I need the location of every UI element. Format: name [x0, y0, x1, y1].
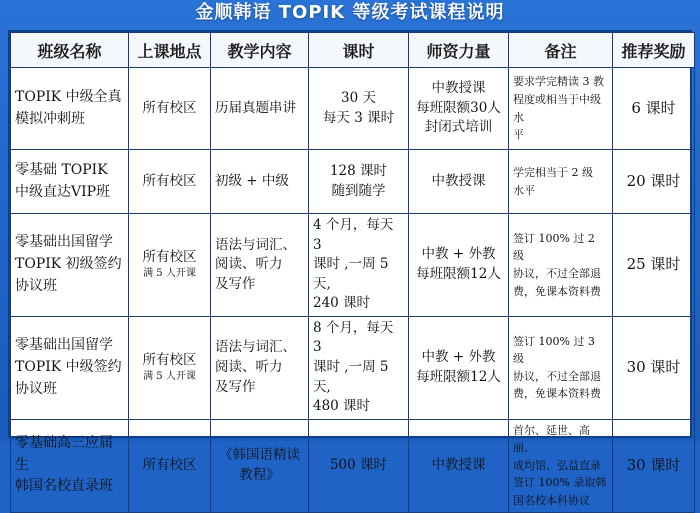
class-name-cell — [11, 316, 129, 419]
header-reward: 推荐奖励 — [613, 33, 695, 68]
hours-text: 课时 ,一周 5 天, — [313, 358, 389, 395]
class-name-line: TOPIK 中级签约 — [15, 358, 122, 375]
class-name-cell — [11, 419, 129, 512]
teachers-cell — [409, 68, 509, 150]
note-text: 首尔、延世、高丽、 — [513, 423, 590, 455]
hours-cell — [309, 419, 409, 512]
hours-cell — [309, 68, 409, 150]
class-name-line: TOPIK 中级全真 — [15, 88, 122, 105]
note-cell — [509, 419, 613, 512]
content-text: 《韩国语精读 — [219, 447, 300, 464]
teachers-text: 每班限额12人 — [416, 265, 501, 282]
teachers-text: 每班限额12人 — [416, 368, 501, 385]
location-cell — [129, 150, 211, 214]
hours-text: 30 天 — [341, 89, 376, 106]
teachers-text: 每班限额30人 — [416, 99, 501, 116]
teachers-text: 中教授课 — [431, 456, 486, 473]
note-text: 签订 100% 录取韩 — [513, 476, 607, 490]
note-cell — [509, 214, 613, 317]
hours-cell — [309, 150, 409, 214]
location-text: 所有校区 — [142, 172, 197, 189]
note-text: 要求学完精读 3 教 — [513, 75, 604, 89]
teachers-cell — [409, 150, 509, 214]
class-name-line: 模拟冲刺班 — [15, 110, 85, 127]
location-subtext: 满 5 人开课 — [143, 268, 196, 280]
hours-text: 4 个月，每天 3 — [313, 217, 394, 253]
table-row — [11, 150, 695, 214]
class-name-line: TOPIK 初级签约 — [15, 256, 122, 273]
hours-text: 128 课时 — [329, 162, 388, 179]
hours-text: 240 课时 — [313, 295, 371, 312]
class-name-line: 协议班 — [15, 277, 57, 294]
content-text: 及写作 — [215, 275, 256, 292]
teachers-text: 中教授课 — [431, 172, 486, 189]
class-name-cell — [11, 68, 129, 150]
page-title: 金顺韩语 TOPIK 等级考试课程说明 — [195, 2, 505, 23]
hours-cell — [309, 214, 409, 317]
table-row — [11, 214, 695, 317]
hours-text: 课时 ,一周 5 天, — [313, 256, 389, 292]
note-cell — [509, 150, 613, 214]
note-text: 协议，不过全部退 — [513, 369, 601, 383]
table-header-row — [11, 33, 695, 68]
header-notes: 备注 — [509, 33, 613, 68]
header-class-name: 班级名称 — [11, 33, 129, 68]
content-text: 语法与词汇、 — [215, 339, 296, 356]
note-text: 签订 100% 过 3 级 — [513, 334, 595, 366]
header-hours: 课时 — [309, 33, 409, 68]
hours-text: 8 个月，每天 3 — [313, 319, 394, 356]
content-cell — [211, 150, 309, 214]
content-text: 及写作 — [215, 378, 256, 395]
note-cell — [509, 316, 613, 419]
reward-cell: 6 课时 — [613, 68, 695, 150]
note-text: 程度或相当于中级水 — [513, 92, 601, 124]
hours-text: 每天 3 课时 — [322, 109, 395, 126]
location-subtext: 满 5 人开课 — [143, 371, 196, 383]
location-text: 所有校区 — [142, 456, 197, 473]
content-cell — [211, 316, 309, 419]
location-cell — [129, 316, 211, 419]
note-text: 签订 100% 过 2 级 — [513, 231, 595, 263]
class-name-line: 零基础出国留学 — [15, 234, 113, 251]
content-text: 阅读、听力 — [215, 256, 283, 273]
note-text: 费，免课本资料费 — [513, 284, 601, 298]
location-cell — [129, 419, 211, 512]
header-location: 上课地点 — [129, 33, 211, 68]
note-text: 协议，不过全部退 — [513, 266, 601, 280]
reward-cell: 25 课时 — [613, 214, 695, 317]
content-cell — [211, 68, 309, 150]
content-cell — [211, 419, 309, 512]
hours-text: 480 课时 — [313, 398, 371, 415]
hours-text: 500 课时 — [329, 456, 388, 473]
note-text: 费，免课本资料费 — [513, 387, 601, 401]
note-text: 国名校本科协议 — [513, 494, 590, 507]
content-text: 历届真题串讲 — [215, 99, 296, 116]
class-name-line: 零基础出国留学 — [15, 337, 113, 354]
content-text: 语法与词汇、 — [215, 236, 296, 253]
location-text: 所有校区 — [142, 248, 197, 265]
course-table-container — [8, 30, 692, 507]
hours-text: 随到随学 — [331, 182, 386, 199]
reward-cell: 30 课时 — [613, 419, 695, 512]
class-name-cell — [11, 214, 129, 317]
content-text: 教程》 — [239, 466, 280, 483]
content-text: 初级 + 中级 — [215, 172, 289, 189]
location-cell — [129, 68, 211, 150]
location-cell — [129, 214, 211, 317]
class-name-line: 中级直达VIP班 — [15, 183, 111, 200]
header-teachers: 师资力量 — [409, 33, 509, 68]
location-text: 所有校区 — [142, 99, 197, 116]
table-row — [11, 68, 695, 150]
class-name-cell — [11, 150, 129, 214]
header-content: 教学内容 — [211, 33, 309, 68]
note-text: 平 — [513, 128, 524, 142]
reward-cell: 20 课时 — [613, 150, 695, 214]
class-name-line: 协议班 — [15, 380, 57, 397]
reward-cell: 30 课时 — [613, 316, 695, 419]
hours-cell — [309, 316, 409, 419]
content-text: 阅读、听力 — [215, 358, 283, 375]
class-name-line: 零基础 TOPIK — [15, 161, 108, 178]
teachers-cell — [409, 316, 509, 419]
note-text: 水平 — [513, 183, 535, 197]
teachers-text: 封闭式培训 — [424, 119, 493, 136]
course-table — [10, 32, 695, 513]
teachers-text: 中教 + 外教 — [421, 246, 496, 263]
teachers-cell — [409, 214, 509, 317]
class-name-line: 韩国名校直录班 — [15, 478, 113, 495]
note-text: 成均馆、弘益直录 — [513, 458, 601, 472]
teachers-text: 中教 + 外教 — [421, 349, 496, 366]
teachers-cell — [409, 419, 509, 512]
table-row — [11, 419, 695, 512]
table-row — [11, 316, 695, 419]
location-text: 所有校区 — [142, 351, 197, 368]
note-cell — [509, 68, 613, 150]
note-text: 学完相当于 2 级 — [513, 165, 593, 179]
teachers-text: 中教授课 — [431, 80, 486, 97]
content-cell — [211, 214, 309, 317]
class-name-line: 零基础高三应届生 — [15, 435, 113, 473]
